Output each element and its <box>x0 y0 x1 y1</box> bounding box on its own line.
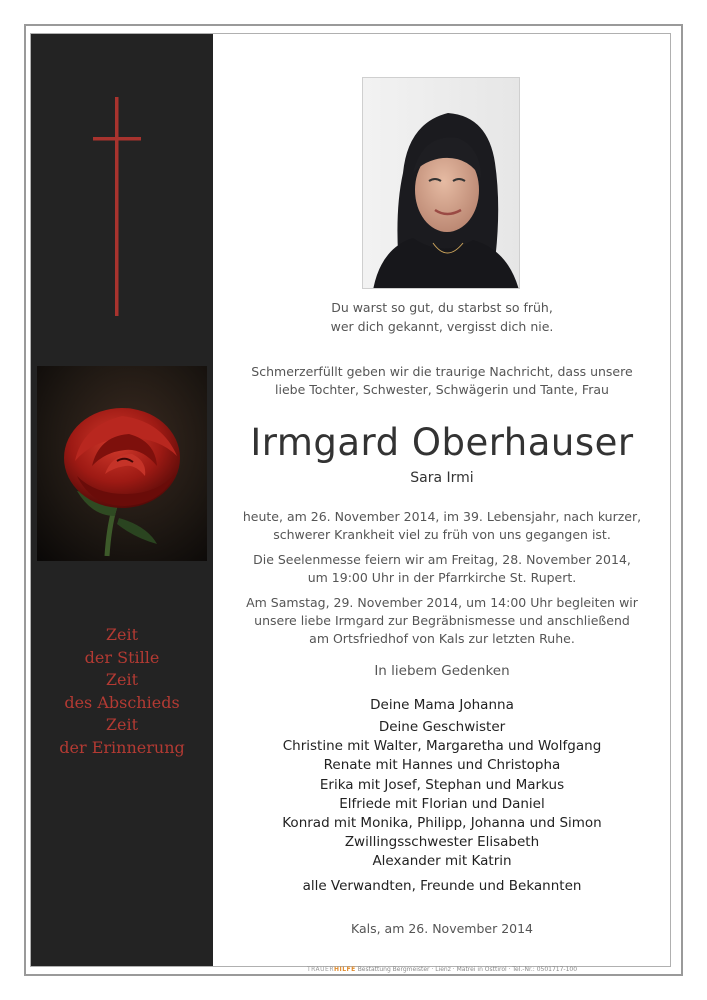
quote <box>213 298 671 336</box>
verse-line: der Erinnerung <box>59 737 185 757</box>
notice-line: schwerer Krankheit viel zu früh von uns gegangen ist. <box>273 527 611 542</box>
verse-line: Zeit <box>105 625 139 644</box>
mourner-line: Zwillingsschwester Elisabeth <box>344 834 540 851</box>
notice-line: heute, am 26. November 2014, im 39. Lebensjahr, nach kurzer, <box>242 509 642 524</box>
portrait-photo <box>362 77 520 289</box>
verse-line: Zeit <box>105 715 139 734</box>
requiem-info <box>213 551 671 587</box>
quote-line: wer dich gekannt, vergisst dich nie. <box>330 319 554 334</box>
deceased-alias: Sara Irmi <box>410 470 474 486</box>
funeral-line: unsere liebe Irmgard zur Begräbnismesse und anschließend <box>254 613 630 628</box>
mourner-line: Konrad mit Monika, Philipp, Johanna und Simon <box>282 815 602 832</box>
funeral-line: am Ortsfriedhof von Kals zur letzten Ruhe. <box>309 631 575 646</box>
footer-text: Bestattung Bergmeister · Lienz · Matrei in Osttirol · Tel.-Nr.: 0501717-100 <box>357 966 578 973</box>
funeral-info <box>213 594 671 648</box>
in-memoriam: In liebem Gedenken <box>374 663 510 679</box>
verse-line: des Abschieds <box>64 692 180 712</box>
footer <box>213 966 671 974</box>
death-notice <box>213 508 671 544</box>
intro-text <box>213 363 671 399</box>
deceased-name: Irmgard Oberhauser <box>250 421 634 464</box>
mourner-relatives: alle Verwandten, Freunde und Bekannten <box>302 878 582 894</box>
verse-line: der Stille <box>84 647 160 667</box>
mourner-line: Elfriede mit Florian und Daniel <box>339 795 545 812</box>
mourner-line: Erika mit Josef, Stephan und Markus <box>319 776 565 793</box>
cross-icon <box>31 34 213 334</box>
mourners-list <box>213 718 671 872</box>
intro-line: liebe Tochter, Schwester, Schwägerin und Tante, Frau <box>275 382 609 397</box>
requiem-line: Die Seelenmesse feiern wir am Freitag, 28. November 2014, <box>253 552 631 567</box>
footer-logo: TRAUERHILFE <box>306 966 356 973</box>
mourner-line: Renate mit Hannes und Christopha <box>323 757 561 774</box>
intro-line: Schmerzerfüllt geben wir die traurige Nachricht, dass unsere <box>251 364 633 379</box>
funeral-line: Am Samstag, 29. November 2014, um 14:00 Uhr begleiten wir <box>246 595 638 610</box>
requiem-line: um 19:00 Uhr in der Pfarrkirche St. Rupert. <box>307 570 577 585</box>
mourner-line: Deine Geschwister <box>378 719 506 735</box>
mourner-mother: Deine Mama Johanna <box>370 697 514 713</box>
rose-image <box>37 366 207 561</box>
mourner-line: Alexander mit Katrin <box>372 853 512 870</box>
place-date: Kals, am 26. November 2014 <box>350 921 534 936</box>
quote-line: Du warst so gut, du starbst so früh, <box>331 300 553 315</box>
verse-line: Zeit <box>105 670 139 689</box>
mourner-line: Christine mit Walter, Margaretha und Wolfgang <box>282 738 602 755</box>
verse <box>31 624 213 759</box>
sidebar <box>31 34 213 966</box>
